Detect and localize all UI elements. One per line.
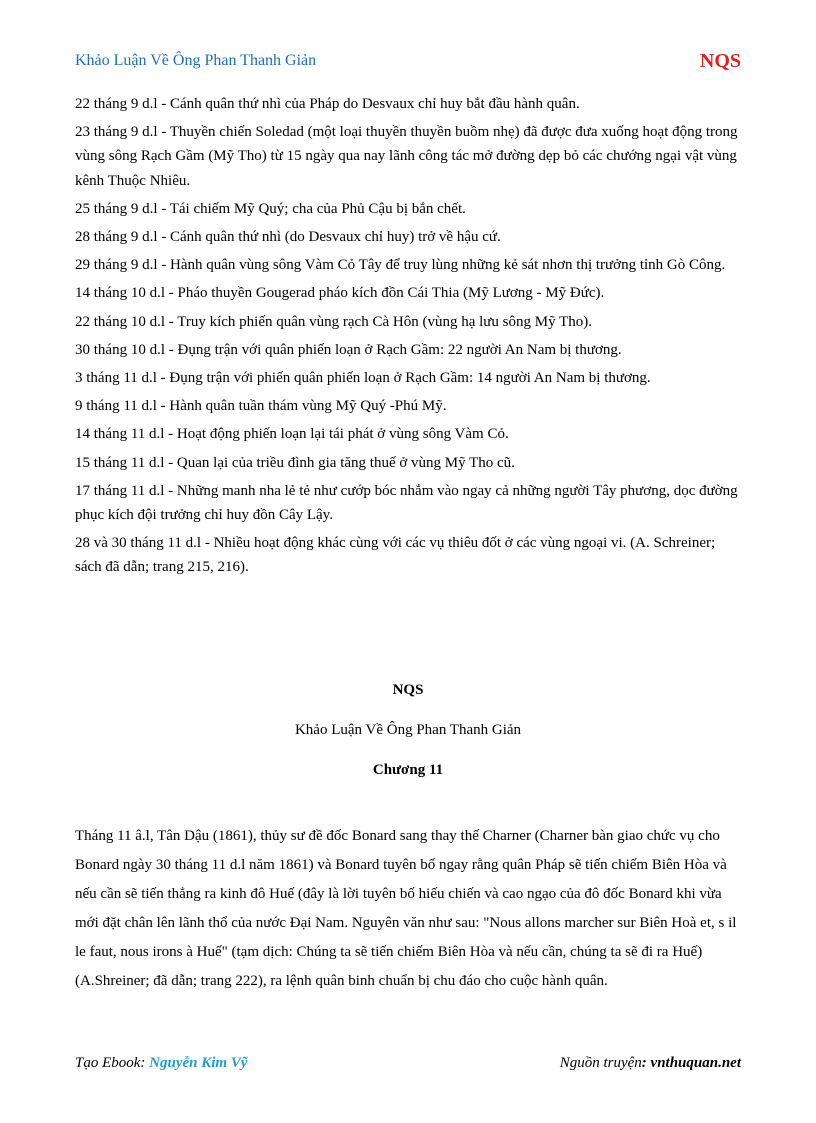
chapter-heading [75,682,741,786]
chronology-entry: 22 tháng 9 d.l - Cánh quân thứ nhì của Pháp do Desvaux chỉ huy bắt đầu hành quân. [75,96,580,112]
chronology-entry: 14 tháng 11 d.l - Hoạt động phiến loạn lại tái phát ở vùng sông Vàm Cỏ. [75,426,509,443]
chronology-entry: 30 tháng 10 d.l - Đụng trận với quân phiến loạn ở Rạch Gầm: 22 người An Nam bị thương. [75,341,622,358]
footer-credit-sep: : [140,1055,150,1071]
chronology-entry: 23 tháng 9 d.l - Thuyền chiến Soledad (một loại thuyền thuyền buồm nhẹ) đã được đưa xuống hoạt động trong vùng sông Rạch Gầm (Mỹ Tho) từ 15 ngày qua nay lãnh công tác mở đường dẹp bỏ các chướng ngại vật vùng kênh Thuộc Nhiêu. [75,124,738,189]
footer-source-sep: : [641,1055,651,1071]
chronology-entry: 17 tháng 11 d.l - Những manh nha lẻ tẻ như cướp bóc nhắm vào ngay cả những người Tây phương, dọc đường phục kích đội trưởng chỉ huy đồn Cây Lậy. [75,482,738,524]
chapter-paragraph: Tháng 11 â.l, Tân Dậu (1861), thủy sư đề đốc Bonard sang thay thế Charner (Charner bàn giao chức vụ cho Bonard ngày 30 tháng 11 d.l năm 1861) và Bonard tuyên bố ngay rằng quân Pháp sẽ tiến chiếm Biên Hòa và nếu cần sẽ tiến thẳng ra kinh đô Huế (đây là lời tuyên bố hiếu chiến và cao ngạo của đô đốc Bonard khi vừa mới đặt chân lên lãnh thổ của nước Đại Nam. Nguyên văn như sau: "Nous allons marcher sur Biên Hoà et, s il le faut, nous irons à Huế" (tạm dịch: Chúng ta sẽ tiến chiếm Biên Hòa và nếu cần, chúng ta sẽ đi ra Huế) (A.Shreiner; đã dẫn; trang 222), ra lệnh quân binh chuẩn bị chu đáo cho cuộc hành quân. [75,828,737,989]
chronology-entry: 15 tháng 11 d.l - Quan lại của triều đình gia tăng thuế ở vùng Mỹ Tho cũ. [75,454,515,471]
chronology-entry: 28 tháng 9 d.l - Cánh quân thứ nhì (do Desvaux chỉ huy) trở về hậu cứ. [75,229,501,246]
header-logo: NQS [699,50,741,72]
footer-credit-label: Tạo Ebook [75,1055,141,1071]
chronology-entry: 22 tháng 10 d.l - Truy kích phiến quân vùng rạch Cà Hôn (vùng hạ lưu sông Mỹ Tho). [75,313,592,330]
chronology-entry: 28 và 30 tháng 11 d.l - Nhiều hoạt động khác cùng với các vụ thiêu đốt ở các vùng ngoại vi. (A. Schreiner; sách đã dẫn; trang 215, 216). [75,535,716,576]
chronology-entry: 25 tháng 9 d.l - Tái chiếm Mỹ Quý; cha của Phủ Cậu bị bắn chết. [75,200,466,217]
chapter-title: Chương 11 [372,762,444,778]
footer-source-site: vnthuquan.net [650,1055,741,1071]
header-title: Khảo Luận Về Ông Phan Thanh Giản [75,52,317,69]
page-footer [75,1055,741,1077]
page-header [75,50,741,76]
footer-credit [75,1055,248,1072]
footer-credit-name: Nguyễn Kim Vỹ [149,1055,248,1071]
chronology-entry: 9 tháng 11 d.l - Hành quân tuần thám vùng Mỹ Quý -Phú Mỹ. [75,398,447,415]
footer-source [560,1055,741,1072]
footer-source-label: Nguồn truyện [559,1055,642,1071]
chronology-entry: 3 tháng 11 d.l - Đụng trận với phiến quân phiến loạn ở Rạch Gầm: 14 người An Nam bị thương. [75,370,651,387]
chronology-entry: 29 tháng 9 d.l - Hành quân vùng sông Vàm Cỏ Tây để truy lùng những kẻ sát nhơn thị trưởng tỉnh Gò Công. [75,257,726,274]
chronology-list [75,92,741,584]
section-book-title: Khảo Luận Về Ông Phan Thanh Giản [294,722,522,738]
section-author: NQS [392,682,424,698]
chronology-entry: 14 tháng 10 d.l - Pháo thuyền Gougerad pháo kích đồn Cái Thia (Mỹ Lương - Mỹ Đức). [75,285,605,302]
